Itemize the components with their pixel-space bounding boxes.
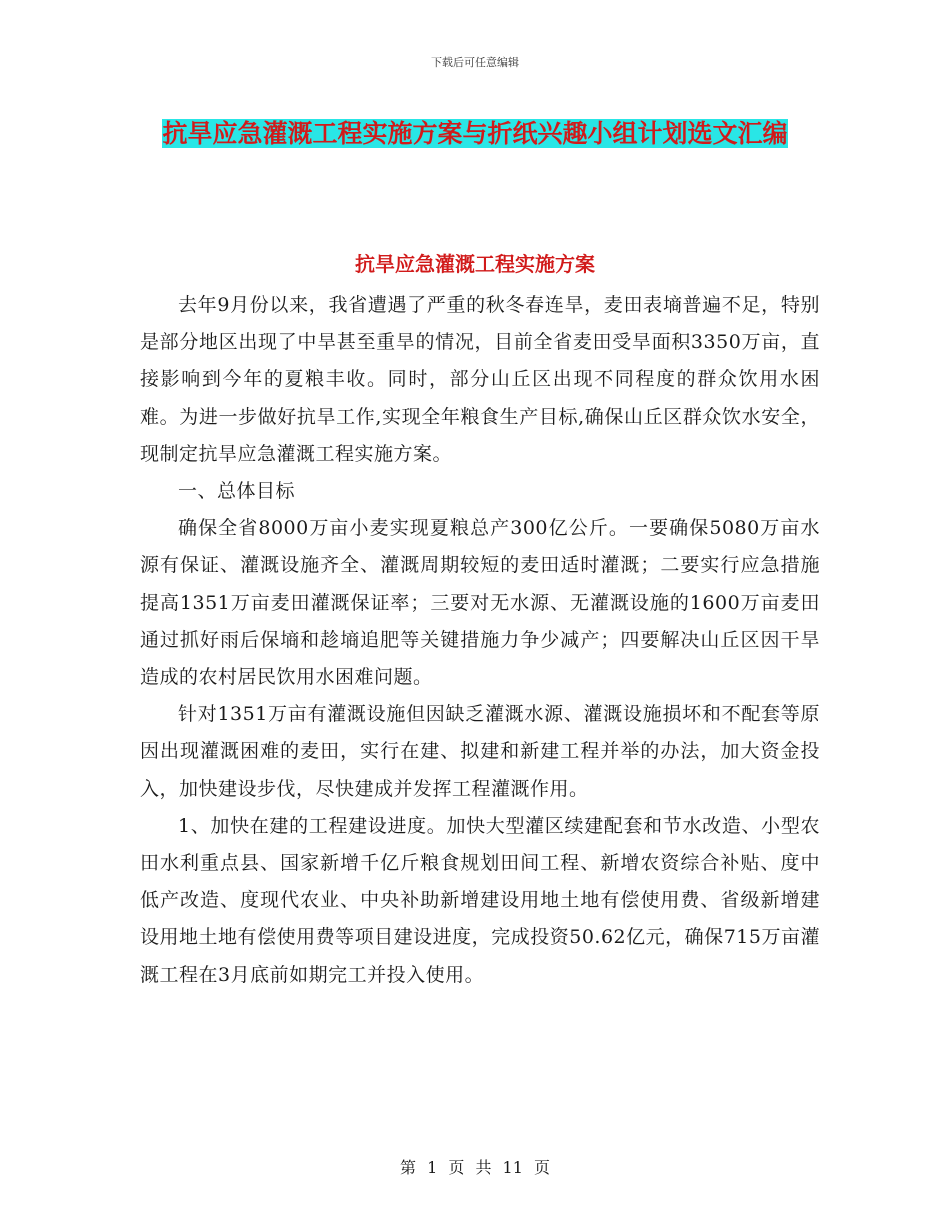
paragraph-goal: 确保全省8000万亩小麦实现夏粮总产300亿公斤。一要确保5080万亩水源有保证、灌溉设施齐全、灌溉周期较短的麦田适时灌溉；二要实行应急措施提高1351万亩麦田灌溉保证率；三要对无水源、无灌溉设施的1600万亩麦田通过抓好雨后保墒和趁墒追肥等关键措施力争少减产；四要解决山丘区因干旱造成的农村居民饮用水困难问题。 xyxy=(140,517,820,689)
section-title: 抗旱应急灌溉工程实施方案 xyxy=(355,252,595,276)
title-highlight: 抗旱应急灌溉工程实施方案与折纸兴趣小组计划选文汇编 xyxy=(162,119,788,148)
heading-overall-goal: 一、总体目标 xyxy=(178,480,296,503)
document-body xyxy=(140,287,820,994)
page-footer: 第 1 页 共 11 页 xyxy=(400,1158,550,1177)
paragraph-measures: 针对1351万亩有灌溉设施但因缺乏灌溉水源、灌溉设施损坏和不配套等原因出现灌溉困难的麦田，实行在建、拟建和新建工程并举的办法，加大资金投入，加快建设步伐，尽快建成并发挥工程灌溉作用。 xyxy=(140,703,820,800)
header-note: 下载后可任意编辑 xyxy=(431,56,519,69)
paragraph-intro: 去年9月份以来，我省遭遇了严重的秋冬春连旱，麦田表墒普遍不足，特别是部分地区出现了中旱甚至重旱的情况，目前全省麦田受旱面积3350万亩，直接影响到今年的夏粮丰收。同时，部分山丘区出现不同程度的群众饮用水困难。为进一步做好抗旱工作,实现全年粮食生产目标,确保山丘区群众饮水安全，现制定抗旱应急灌溉工程实施方案。 xyxy=(140,294,820,465)
document-title xyxy=(140,112,810,155)
paragraph-item-1: 1、加快在建的工程建设进度。加快大型灌区续建配套和节水改造、小型农田水利重点县、国家新增千亿斤粮食规划田间工程、新增农资综合补贴、度中低产改造、度现代农业、中央补助新增建设用地土地有偿使用费、省级新增建设用地土地有偿使用费等项目建设进度，完成投资50.62亿元，确保715万亩灌溉工程在3月底前如期完工并投入使用。 xyxy=(140,814,820,986)
